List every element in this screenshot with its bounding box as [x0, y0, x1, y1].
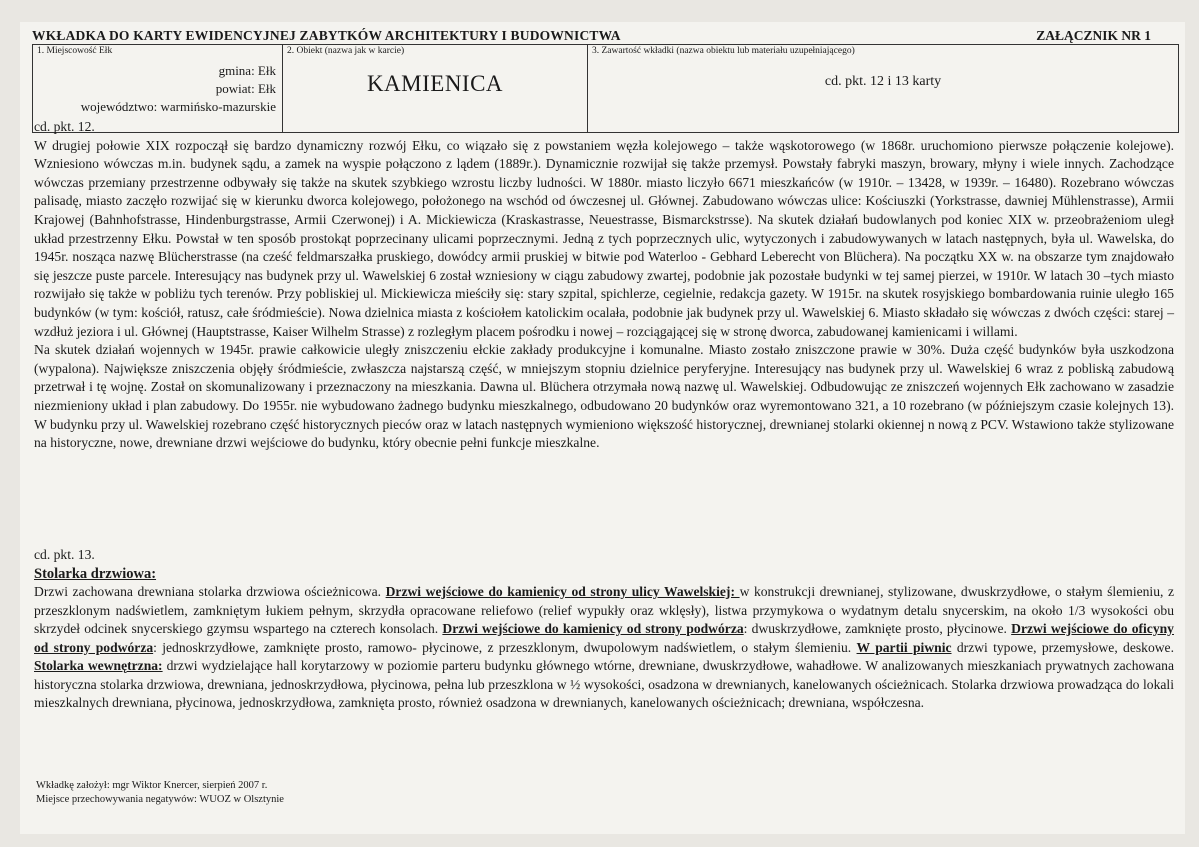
highlight-interior-joinery: Stolarka wewnętrzna: [34, 658, 163, 673]
wojewodztwo-value: województwo: warmińsko-mazurskie [80, 99, 276, 114]
text-run: : jednoskrzydłowe, zamknięte prosto, ramowo- płycinowe, z przeszklonym, dwupolowym nadświetlem, o stałym ślemieniu. [153, 639, 857, 655]
footer-storage: Miejsce przechowywania negatywów: WUOZ w Olsztynie [36, 794, 284, 805]
location-caption: 1. Miejscowość Ełk [37, 46, 113, 56]
highlight-yard-entrance: Drzwi wejściowe do kamienicy od strony podwórza [442, 621, 744, 636]
section-13-heading: Stolarka drzwiowa: [34, 565, 157, 582]
object-caption: 2. Obiekt (nazwa jak w karcie) [287, 46, 405, 56]
text-run: drzwi wydzielające hall korytarzowy w poziomie parteru budynku głównego wtórne, drewniane, dwuskrzydłowe, wahadłowe. W analizowanych mieszkaniach prywatnych zachowana historyczna stolarka drzwiowa, drewniana, jednoskrzydłowa, płycinowa, pełna lub przeszklona w ½ wysokości, osadzona w drewnianych, kanelowanych ościeżnicach. Stolarka drzwiowa prowadząca do lokali mieszkalnych drewniana, płycinowa, jednoskrzydłowa, zamknięta prosto, również osadzona w drewnianych, kanelowanych ościeżnicach; drewniana, współczesna. [34, 658, 1174, 710]
object-name: KAMIENICA [366, 71, 504, 96]
text-run: : dwuskrzydłowe, zamknięte prosto, płycinowe. [743, 621, 1012, 636]
contents-value: cd. pkt. 12 i 13 karty [824, 74, 942, 89]
text-run: Drzwi zachowana drewniana stolarka drzwiowa ościeżnicowa. [34, 584, 386, 599]
document-sheet [20, 22, 1185, 834]
footer [36, 779, 284, 807]
text-run: w konstrukcji drewnianej, stylizowane, dwuskrzydłowe, o stałym ślemieniu, z przeszklonym nadświetlem, zamkniętym łukiem pełnym, skrzydła opracowane reliefowo (relief wypukły oraz wklęsły), listwa przymykowa o wydatnym detalu snycerskim, na około 1/3 wysokości obu skrzydeł odcinek snycerskiego gzymsu wspartego na czterech konsolach. [34, 584, 1174, 636]
section-12-label: cd. pkt. 12. [34, 119, 95, 134]
highlight-annex-entrance: Drzwi wejściowe do oficyny od strony podwórza [34, 621, 1174, 655]
annex-number: ZAŁĄCZNIK NR 1 [1036, 28, 1151, 43]
footer-author: Wkładkę założył: mgr Wiktor Knercer, sierpień 2007 r. [36, 780, 268, 791]
section-13 [34, 546, 1174, 713]
highlight-main-entrance: Drzwi wejściowe do kamienicy od strony ulicy Wawelskiej: [385, 584, 740, 599]
section-12-paragraph-2: Na skutek działań wojennych w 1945r. prawie całkowicie uległy zniszczeniu ełckie zakłady produkcyjne i komunalne. Miasto zostało zniszczone prawie w 30%. Duża część budynków była uszkodzona (wypalona). Największe zniszczenia objęły śródmieście, zwłaszcza najstarszą część, w mniejszym stopniu dzielnice peryferyjne. Interesujący nas budynek przy ul. Wawelskiej 6 wraz z pobliską zabudową przetrwał i tę wojnę. Został on skomunalizowany i przeznaczony na mieszkania. Dawna ul. Blüchera otrzymała nową nazwę ul. Wawelskiej. Odbudowując ze zniszczeń wojennych Ełk zachowano w zasadzie niezmieniony układ i plan zabudowy. Do 1955r. nie wybudowano żadnego budynku mieszkalnego, odbudowano 20 budynków oraz wyremontowano 321, a 10 rozebrano (w późniejszym czasie kolejnych 13). W budynku przy ul. Wawelskiej rozebrano część historycznych pieców oraz w latach następnych wymieniono większość historycznej, drewnianej stolarki okiennej n nową z PCV. Wstawiono także stylizowane na historyczne, nowe, drewniane drzwi wejściowe do budynku, który obecnie pełni funkcje mieszkalne. [34, 342, 1174, 451]
section-12 [34, 118, 1174, 453]
gmina-value: gmina: Ełk [218, 63, 276, 78]
text-run: drzwi typowe, przemysłowe, deskowe. [951, 639, 1174, 655]
document-title: WKŁADKA DO KARTY EWIDENCYJNEJ ZABYTKÓW ARCHITEKTURY I BUDOWNICTWA [32, 28, 621, 43]
highlight-basement: W partii piwnic [856, 639, 952, 655]
section-13-paragraph [34, 583, 1174, 713]
section-13-label: cd. pkt. 13. [34, 547, 95, 562]
section-12-paragraph-1: W drugiej połowie XIX rozpoczął się bardzo dynamiczny rozwój Ełku, co wiązało się z powstaniem węzła kolejowego – także wąskotorowego (w 1868r. uruchomiono pierwsze połączenie kolejowe). Wzniesiono wówczas m.in. budynek sądu, a zamek na wyspie połączono z lądem (1889r.). Dynamicznie rozwijał się także przemysł. Powstały fabryki maszyn, browary, młyny i wiele innych. Zachodzące wówczas przemiany przestrzenne odbywały się także na skutek szybkiego wzrostu liczby ludności. W 1880r. miasto liczyło 6671 mieszkańców (w 1910r. – 13428, w 1939r. – 16480). Rozebrano wówczas palisadę, miasto zaczęło rozwijać się w kierunku dworca kolejowego, położonego na wschód od ówczesnej ul. Głównej. Zabudowano wówczas ulice: Kościuszki (Yorkstrasse, dawniej Mühlenstrasse), Armii Krajowej (Bahnhofstrasse, Hindenburgstrasse, Armii Czerwonej) i A. Mickiewicza (Kraskastrasse, Neuestrasse, Bismarckstrsse). Na skutek działań budowlanych pod koniec XIX w. przeobrażeniom uległ układ przestrzenny Ełku. Powstał w ten sposób prostokąt poprzecinany ulicami poprzecznymi. Jedną z tych poprzecznych ulic, wytyczonych i zabudowywanych w latach następnych, była ul. Wawelska, do 1945r. nosząca nazwę Blücherstrasse (na cześć feldmarszałka pruskiego, dowódcy armii pruskiej w bitwie pod Waterloo - Gebhard Leberecht von Blüchera). Na początku XX w. na obszarze tym znajdowało się jeszcze puste parcele. Interesujący nas budynek przy ul. Wawelskiej 6 został wzniesiony w ciągu zabudowy zwartej, podobnie jak pozostałe budynki w tej samej pierzei, w 1910r. W latach 30 –tych miasto rozwijało się także w pobliżu tych terenów. Przy pobliskiej ul. Mickiewicza mieściły się: stary szpital, spichlerze, cegielnie, redakcja gazety. W 1915r. na skutek rosyjskiego bombardowania ruinie uległo 165 budynków (w tym: kościół, ratusz, całe śródmieście). Nowa dzielnica miasta z kościołem katolickim ocalała, podobnie jak budynek przy ul. Wawelskiej 6. Miasto składało się wówczas z dwóch części: starej – wzdłuż jeziora i ul. Głównej (Hauptstrasse, Kaiser Wilhelm Strasse) z rozległym placem pośrodku i nowej – rozciągającej się w stronę dworca, zabudowanej kamienicami i willami. [34, 137, 1174, 339]
powiat-value: powiat: Ełk [215, 81, 276, 96]
contents-caption: 3. Zawartość wkładki (nazwa obiektu lub materiału uzupełniającego) [592, 46, 855, 56]
